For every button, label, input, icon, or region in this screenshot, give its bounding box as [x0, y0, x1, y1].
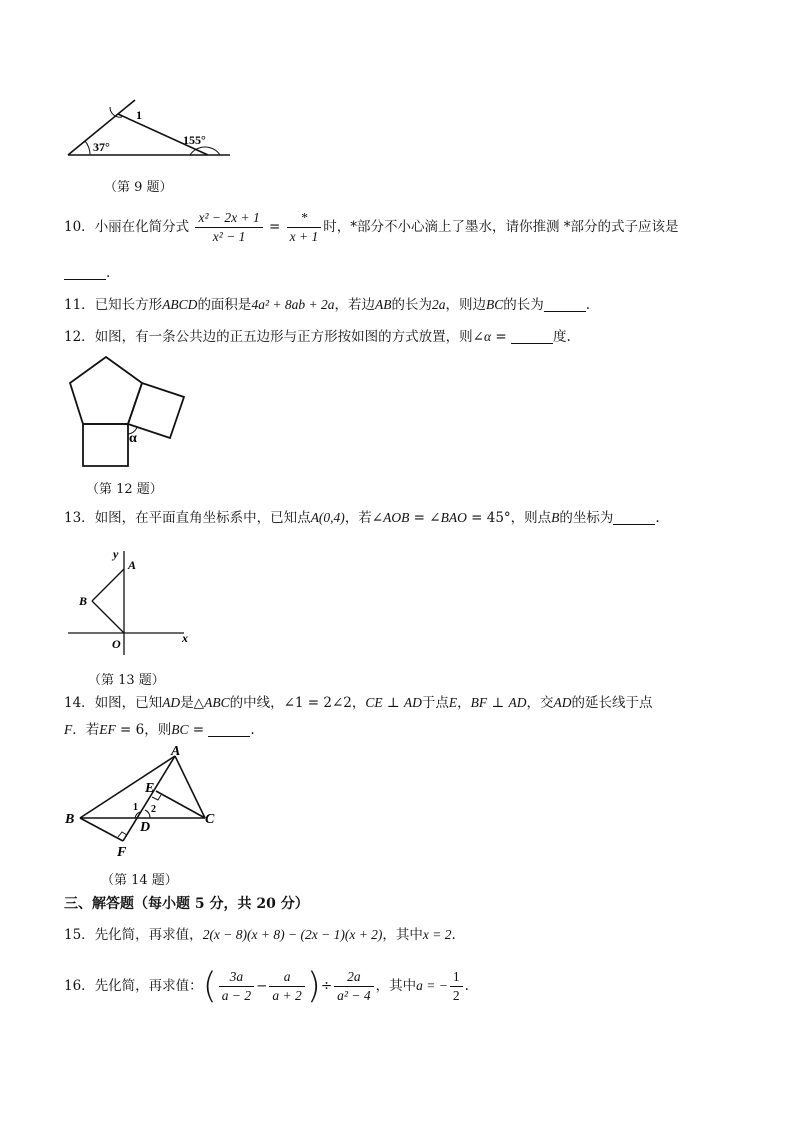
question-10: [64, 207, 679, 247]
q15-number: 15．: [64, 927, 95, 943]
q15-text1: 先化简，再求值，: [94, 927, 203, 943]
q16-number: 16．: [64, 978, 95, 994]
q16-f2-den: a + 2: [272, 988, 302, 1003]
q16-minus: −: [256, 978, 268, 994]
q11-answer-blank[interactable]: [544, 297, 586, 312]
q16-f3-den: a² − 4: [337, 988, 371, 1003]
q14-text: ．若: [72, 722, 100, 738]
q14-text: 如图，已知: [94, 695, 163, 711]
q12-text2: =: [491, 329, 511, 345]
q13-aob: AOB: [383, 510, 410, 525]
q11-end: .: [585, 297, 591, 313]
question-13: [64, 508, 660, 528]
q10-frac1-den: x² − 1: [212, 229, 246, 244]
fig14-a: A: [171, 745, 181, 759]
question-16: [64, 963, 469, 1009]
q16-f3-num: 2a: [334, 968, 373, 987]
q15-text2: ，其中: [382, 927, 423, 943]
fig13-x: x: [182, 631, 188, 645]
q10-frac2-den: x + 1: [289, 229, 319, 244]
q14-end: .: [250, 722, 255, 738]
q14-text: 是△: [180, 695, 205, 711]
fig14-angle-1: 1: [133, 802, 138, 813]
q10-end: .: [106, 265, 111, 281]
q14-f: F: [64, 722, 73, 737]
q16-left-paren: (: [202, 965, 217, 1007]
fig13-a: A: [128, 558, 137, 572]
q13-text5: 的坐标为: [559, 510, 614, 526]
q15-expression: 2(x − 8)(x + 8) − (2x − 1)(x + 2): [202, 927, 383, 942]
q13-text2: ，若∠: [344, 510, 384, 526]
figure-9-caption: （第 9 题）: [104, 180, 173, 195]
q10-text2: 时，*部分不小心滴上了墨水，请你推测 *部分的式子应该是: [323, 219, 679, 235]
question-14-line-1: [64, 693, 652, 713]
q12-number: 12．: [64, 329, 95, 345]
q14-number: 14．: [64, 695, 95, 711]
q13-end: .: [655, 510, 660, 526]
q13-text1: 如图，在平面直角坐标系中，已知点: [94, 510, 311, 526]
q16-f2-num: a: [269, 968, 304, 987]
q14-e: E: [448, 695, 458, 710]
q14-text: 的中线，∠1 = 2∠2，: [229, 695, 366, 711]
q10-frac2-num: *: [287, 209, 322, 228]
question-14-line-2: [64, 720, 255, 740]
q11-text3: ，若边: [334, 297, 375, 313]
q16-fraction-1: [219, 968, 254, 1005]
q14-ef: EF: [99, 722, 116, 737]
q16-condition: a = −: [416, 978, 448, 993]
fig14-f: F: [117, 845, 127, 860]
q16-f4-num: 1: [450, 968, 463, 987]
figure-13: [64, 545, 194, 657]
fig14-c: C: [205, 812, 215, 827]
q14-bc: BC: [171, 722, 189, 737]
q10-answer-blank[interactable]: [64, 265, 106, 280]
q14-text: ，交: [526, 695, 554, 711]
q11-text6: 的长为: [503, 297, 544, 313]
q16-right-paren: ): [306, 965, 321, 1007]
q16-f1-num: 3a: [219, 968, 254, 987]
q11-ab: AB: [374, 297, 392, 312]
question-12: [64, 327, 571, 347]
q13-number: 13．: [64, 510, 95, 526]
q10-number: 10．: [64, 219, 95, 235]
fig9-label-37: 37°: [93, 140, 110, 154]
fig14-angle-2: 2: [151, 804, 156, 815]
q14-text: ，: [457, 695, 471, 711]
q14-ad: AD: [508, 695, 527, 710]
q10-frac1-num: x² − 2x + 1: [195, 209, 262, 228]
q16-fraction-half: [450, 968, 463, 1005]
q13-answer-blank[interactable]: [613, 510, 655, 525]
fig9-label-1: 1: [136, 108, 142, 122]
q10-equals: =: [269, 219, 281, 235]
q14-ad: AD: [403, 695, 422, 710]
q10-text1: 小丽在化简分式: [94, 219, 190, 235]
q11-bc: BC: [485, 297, 504, 312]
q10-fraction-1: [195, 209, 262, 246]
q12-alpha: α: [484, 329, 492, 344]
q12-text3: 度.: [553, 329, 571, 345]
q16-text1: 先化简，再求值：: [94, 978, 203, 994]
q14-ad: AD: [553, 695, 572, 710]
q14-text: = 6，则: [115, 722, 172, 738]
q14-answer-blank[interactable]: [208, 722, 250, 737]
q16-text2: ，其中: [375, 978, 417, 994]
q11-text4: 的长为: [391, 297, 432, 313]
q12-text1: 如图，有一条公共边的正五边形与正方形按如图的方式放置，则∠: [94, 329, 484, 345]
figure-12: [66, 352, 191, 470]
q16-f4-den: 2: [452, 988, 460, 1003]
figure-14-caption: （第 14 题）: [101, 873, 178, 888]
q13-text3: = ∠: [409, 510, 441, 526]
q14-bf: BF: [470, 695, 488, 710]
fig12-alpha: α: [129, 431, 137, 446]
q14-ce: CE: [365, 695, 383, 710]
q14-ad: AD: [162, 695, 181, 710]
q11-number: 11．: [64, 297, 95, 313]
q11-text1: 已知长方形: [94, 297, 163, 313]
q13-b: B: [551, 510, 560, 525]
section-3-title: 三、解答题（每小题 5 分，共 20 分）: [64, 896, 309, 912]
fig14-b: B: [65, 812, 75, 827]
q12-answer-blank[interactable]: [511, 329, 553, 344]
q13-bao: BAO: [440, 510, 467, 525]
question-15: [64, 925, 456, 945]
q13-text4: = 45°，则点: [466, 510, 552, 526]
fig14-d: D: [140, 820, 151, 835]
q10-fraction-2: [287, 209, 322, 246]
q13-point-a: A(0,4): [310, 510, 345, 525]
q16-end: .: [464, 978, 469, 994]
fig14-e: E: [145, 781, 155, 796]
fig13-o: O: [112, 637, 121, 651]
q11-text2: 的面积是: [197, 297, 252, 313]
figure-13-caption: （第 13 题）: [88, 673, 165, 688]
fig13-b: B: [79, 594, 88, 608]
q16-fraction-2: [269, 968, 304, 1005]
question-11: [64, 295, 590, 315]
figure-12-caption: （第 12 题）: [86, 482, 163, 497]
figure-14: [60, 745, 225, 863]
q11-area-expression: 4a² + 8ab + 2a: [251, 297, 335, 312]
q14-text: 于点: [421, 695, 449, 711]
fig13-y: y: [113, 547, 119, 561]
q11-abcd: ABCD: [162, 297, 198, 312]
q16-f1-den: a − 2: [221, 988, 252, 1003]
q14-text: 的延长线于点: [571, 695, 653, 711]
question-10-answer-line: [64, 263, 110, 283]
q14-perp: ⊥: [487, 695, 509, 711]
q16-fraction-3: [334, 968, 373, 1005]
q14-abc: ABC: [204, 695, 230, 710]
q14-text: =: [188, 722, 209, 738]
q11-text5: ，则边: [445, 297, 486, 313]
fig9-label-155: 155°: [183, 133, 206, 147]
figure-9: [60, 92, 235, 164]
q15-end: .: [451, 927, 456, 943]
q15-condition: x = 2: [422, 927, 452, 942]
q16-divide: ÷: [320, 978, 333, 994]
q11-2a: 2a: [431, 297, 446, 312]
q14-perp: ⊥: [382, 695, 404, 711]
